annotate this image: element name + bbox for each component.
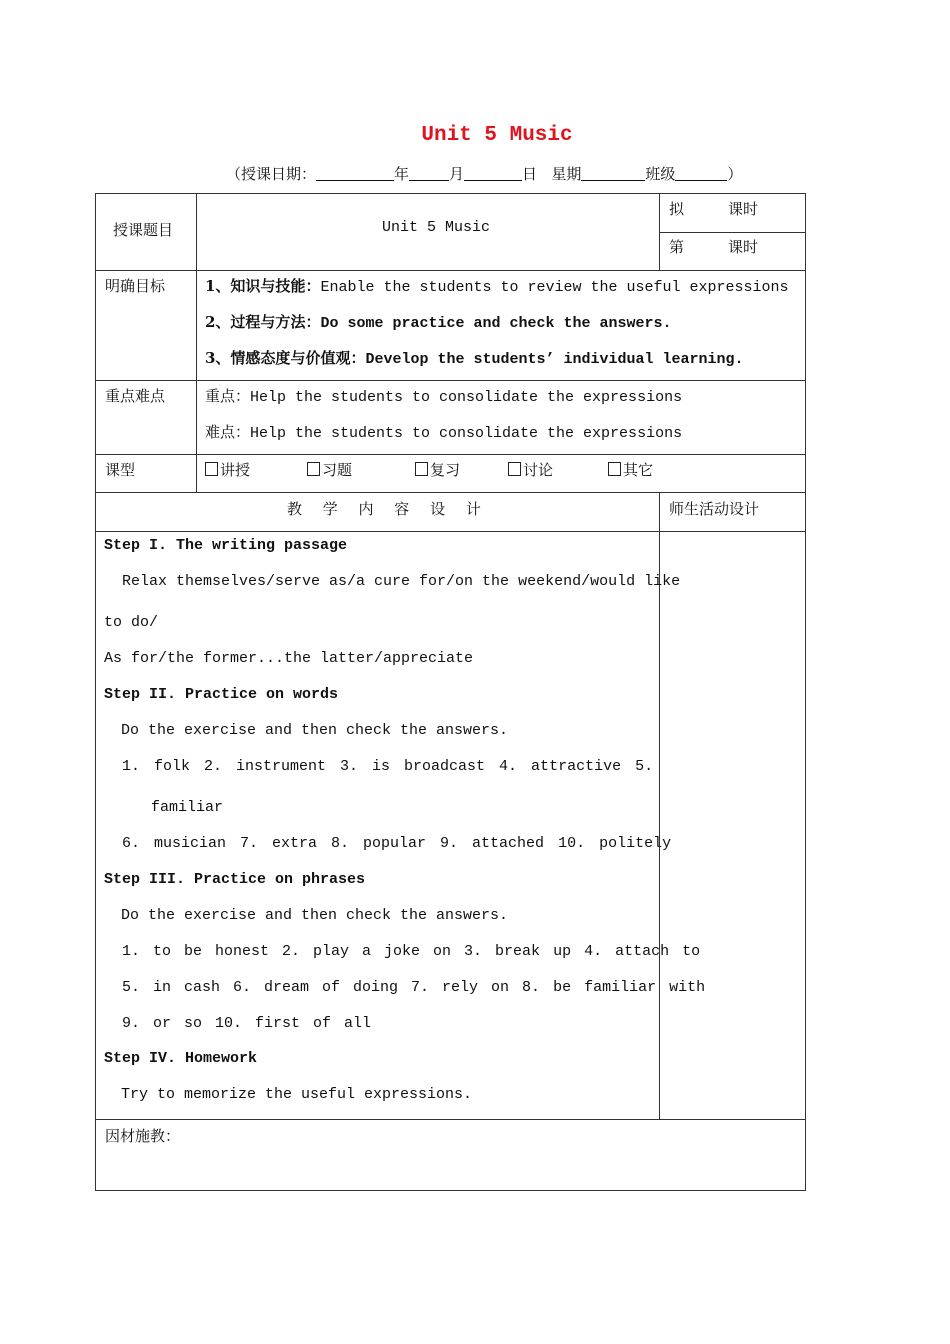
date-suffix: ） [727,165,743,183]
month-label: 月 [449,165,465,183]
lesson-type-label: 课型 [105,461,136,479]
planned-period-label: 课时 [728,200,759,218]
step1-line: As for/the former...the latter/appreciate [104,650,474,667]
step2-answers: 1. folk 2. instrument 3. is broadcast 4. attractive 5. [122,758,654,775]
objective-process [205,311,672,332]
lesson-type-review[interactable]: 复习 [415,459,460,480]
order-period-label: 课时 [728,238,759,256]
step2-intro: Do the exercise and then check the answers. [121,722,509,739]
step1-title: Step I. The writing passage [104,537,348,554]
activity-design-header: 师生活动设计 [669,500,760,518]
step3-answers: 5. in cash 6. dream of doing 7. rely on 8. be familiar with [122,979,706,996]
checkbox-icon [508,462,521,476]
date-prefix: （授课日期： [226,165,317,183]
differentiated-teaching-label: 因材施教： [105,1127,181,1145]
checkbox-icon [415,462,428,476]
step1-line: to do/ [104,614,159,631]
content-design-header: 教 学 内 容 设 计 [287,500,489,518]
objective-text: Enable the students to review the useful expressions [320,279,789,296]
week-blank [581,166,645,181]
topic-label: 授课题目 [113,221,174,239]
day-label: 日 [522,165,538,183]
key-points-label: 重点难点 [105,387,166,405]
class-label: 班级 [645,165,676,183]
objective-knowledge [205,275,789,296]
topic-value: Unit 5 Music [382,219,491,236]
step2-title: Step II. Practice on words [104,686,339,703]
step3-answers: 1. to be honest 2. play a joke on 3. break up 4. attach to [122,943,701,960]
checkbox-icon [307,462,320,476]
step3-intro: Do the exercise and then check the answers. [121,907,509,924]
step4-title: Step IV. Homework [104,1050,258,1067]
month-blank [409,166,449,181]
lesson-date-line [226,163,742,184]
objective-text: Develop the students’ individual learning. [365,351,744,368]
day-blank [464,166,522,181]
checkbox-icon [205,462,218,476]
step4-text: Try to memorize the useful expressions. [121,1086,473,1103]
lesson-type-lecture[interactable]: 讲授 [205,459,250,480]
page-title: Unit 5 Music [421,124,573,147]
objective-head: 1、知识与技能： [205,277,321,295]
week-label: 星期 [551,165,582,183]
objective-head: 3、情感态度与价值观： [205,349,366,367]
order-label: 第 [669,238,685,256]
year-label: 年 [394,165,410,183]
key-point-text: 重点：Help the students to consolidate the expressions [205,389,683,406]
planned-label: 拟 [669,200,685,218]
lesson-type-other[interactable]: 其它 [608,459,653,480]
step1-line: Relax themselves/serve as/a cure for/on the weekend/would like [122,573,681,590]
step3-title: Step III. Practice on phrases [104,871,366,888]
objectives-label: 明确目标 [105,277,166,295]
lesson-type-exercise[interactable]: 习题 [307,459,352,480]
step2-answers: 6. musician 7. extra 8. popular 9. attached 10. politely [122,835,672,852]
objective-text: Do some practice and check the answers. [320,315,672,332]
lesson-type-discussion[interactable]: 讨论 [508,459,553,480]
objective-head: 2、过程与方法： [205,313,321,331]
difficult-point-text: 难点：Help the students to consolidate the expressions [205,425,683,442]
class-blank [675,166,727,181]
objective-attitude [205,347,744,368]
date-blank [316,166,394,181]
checkbox-icon [608,462,621,476]
step3-answers: 9. or so 10. first of all [122,1015,372,1032]
step2-answers: familiar [151,799,224,816]
